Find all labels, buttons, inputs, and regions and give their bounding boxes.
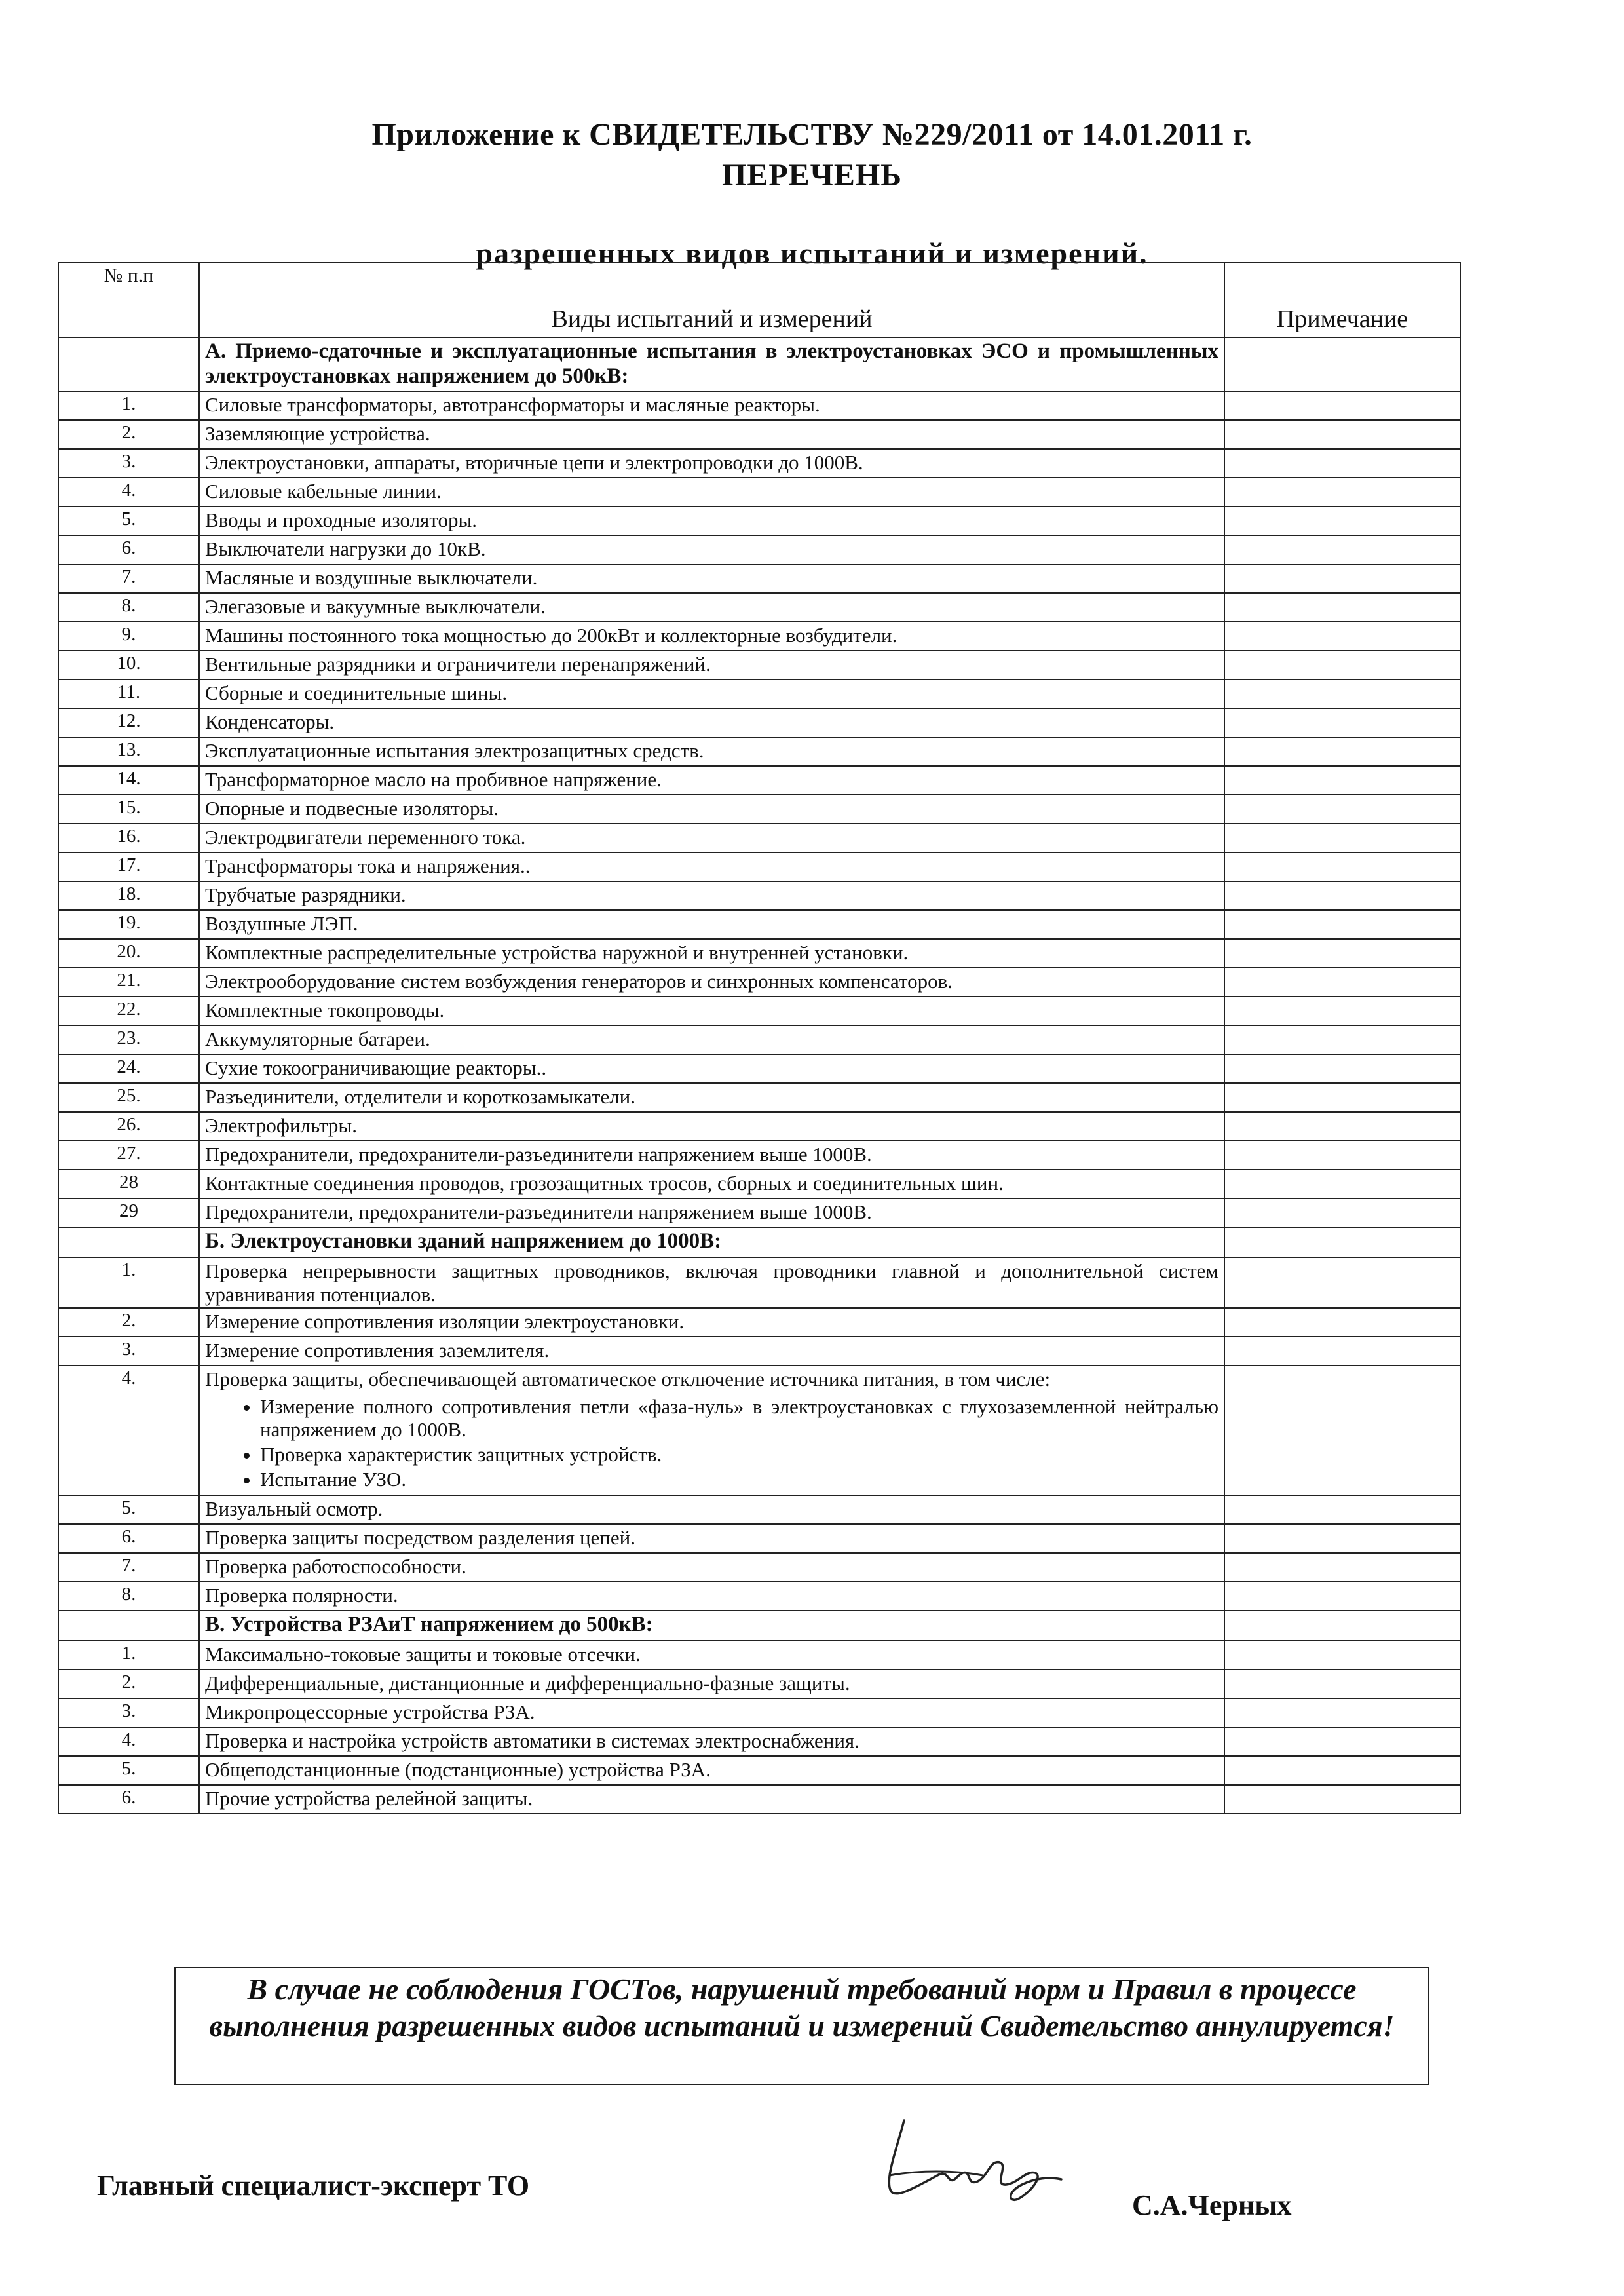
bullet-list <box>205 1395 1218 1491</box>
table-row <box>58 1141 1460 1170</box>
row-text: Предохранители, предохранители-разъединители напряжением выше 1000В. <box>199 1198 1224 1227</box>
table-row <box>58 1025 1460 1054</box>
column-header-number: № п.п <box>58 263 199 337</box>
row-number: 5. <box>58 507 199 535</box>
row-text: Максимально-токовые защиты и токовые отсечки. <box>199 1641 1224 1670</box>
row-text: Аккумуляторные батареи. <box>199 1025 1224 1054</box>
row-note <box>1224 939 1460 968</box>
row-text: Разъединители, отделители и короткозамыкатели. <box>199 1083 1224 1112</box>
row-note <box>1224 1308 1460 1337</box>
table-row <box>58 535 1460 564</box>
row-note <box>1224 824 1460 852</box>
row-text: Проверка и настройка устройств автоматики в системах электроснабжения. <box>199 1727 1224 1756</box>
row-number: 2. <box>58 420 199 449</box>
section-b-title: Б. Электроустановки зданий напряжением до 1000В: <box>199 1227 1224 1257</box>
row-text: Конденсаторы. <box>199 708 1224 737</box>
signer-name: С.А.Черных <box>1132 2189 1292 2221</box>
row-text: Элегазовые и вакуумные выключатели. <box>199 593 1224 622</box>
row-text: Воздушные ЛЭП. <box>199 910 1224 939</box>
table-row <box>58 910 1460 939</box>
row-note <box>1224 1170 1460 1198</box>
row-text: Электродвигатели переменного тока. <box>199 824 1224 852</box>
table-row <box>58 1670 1460 1698</box>
row-text: Опорные и подвесные изоляторы. <box>199 795 1224 824</box>
row-number: 8. <box>58 1582 199 1611</box>
table-row <box>58 1366 1460 1495</box>
row-number: 18. <box>58 881 199 910</box>
row-text: Предохранители, предохранители-разъединители напряжением выше 1000В. <box>199 1141 1224 1170</box>
row-number: 10. <box>58 651 199 679</box>
row-text: Трубчатые разрядники. <box>199 881 1224 910</box>
row-note <box>1224 1670 1460 1698</box>
row-note <box>1224 564 1460 593</box>
table-row <box>58 795 1460 824</box>
row-text: Электрофильтры. <box>199 1112 1224 1141</box>
row-note <box>1224 1025 1460 1054</box>
row-note <box>1224 1054 1460 1083</box>
row-text: Сухие токоограничивающие реакторы.. <box>199 1054 1224 1083</box>
table-row <box>58 766 1460 795</box>
table-row <box>58 1495 1460 1524</box>
table-row <box>58 1308 1460 1337</box>
row-note <box>1224 391 1460 420</box>
row-note <box>1224 795 1460 824</box>
row-number: 19. <box>58 910 199 939</box>
bullet-item: • Проверка характеристик защитных устройств. <box>260 1443 1218 1466</box>
table-row <box>58 852 1460 881</box>
row-note <box>1224 997 1460 1025</box>
table-row <box>58 1756 1460 1785</box>
row-number: 27. <box>58 1141 199 1170</box>
table-row <box>58 1641 1460 1670</box>
row-number: 6. <box>58 1785 199 1814</box>
row-note <box>1224 881 1460 910</box>
section-c-title: В. Устройства РЗАиТ напряжением до 500кВ: <box>199 1611 1224 1641</box>
row-text: Проверка работоспособности. <box>199 1553 1224 1582</box>
row-number: 14. <box>58 766 199 795</box>
table-row <box>58 939 1460 968</box>
table-row <box>58 737 1460 766</box>
row-text: Комплектные токопроводы. <box>199 997 1224 1025</box>
row-text: Измерение сопротивления заземлителя. <box>199 1337 1224 1366</box>
row-text: Трансформаторы тока и напряжения.. <box>199 852 1224 881</box>
row-text: Силовые кабельные линии. <box>199 478 1224 507</box>
row-text: Силовые трансформаторы, автотрансформаторы и масляные реакторы. <box>199 391 1224 420</box>
row-text: Дифференциальные, дистанционные и дифференциально-фазные защиты. <box>199 1670 1224 1698</box>
row-note <box>1224 910 1460 939</box>
row-note <box>1224 1553 1460 1582</box>
table-row <box>58 824 1460 852</box>
section-c-header-row <box>58 1611 1460 1641</box>
row-text: Сборные и соединительные шины. <box>199 679 1224 708</box>
table-row <box>58 651 1460 679</box>
row-text: Проверка защиты, обеспечивающей автоматическое отключение источника питания, в том числе: <box>205 1368 1051 1391</box>
row-note <box>1224 766 1460 795</box>
table-row <box>58 1083 1460 1112</box>
row-note <box>1224 852 1460 881</box>
row-note <box>1224 1198 1460 1227</box>
row-number: 13. <box>58 737 199 766</box>
row-note <box>1224 651 1460 679</box>
row-number: 4. <box>58 1727 199 1756</box>
row-text: Трансформаторное масло на пробивное напряжение. <box>199 766 1224 795</box>
row-number: 24. <box>58 1054 199 1083</box>
table-row <box>58 564 1460 593</box>
row-number: 1. <box>58 1641 199 1670</box>
table-row <box>58 1170 1460 1198</box>
tests-table <box>58 262 1461 1814</box>
table-row <box>58 1198 1460 1227</box>
row-note <box>1224 449 1460 478</box>
row-note <box>1224 737 1460 766</box>
row-text: Масляные и воздушные выключатели. <box>199 564 1224 593</box>
table-row <box>58 708 1460 737</box>
row-note <box>1224 1337 1460 1366</box>
row-text: Выключатели нагрузки до 10кВ. <box>199 535 1224 564</box>
table-row <box>58 593 1460 622</box>
row-number: 2. <box>58 1670 199 1698</box>
row-number: 5. <box>58 1756 199 1785</box>
table-row <box>58 622 1460 651</box>
row-text: Проверка защиты посредством разделения цепей. <box>199 1524 1224 1553</box>
table-row <box>58 1257 1460 1308</box>
row-number: 1. <box>58 1257 199 1308</box>
row-text: Электроустановки, аппараты, вторичные цепи и электропроводки до 1000В. <box>199 449 1224 478</box>
row-text: Проверка непрерывности защитных проводников, включая проводники главной и дополнительной систем уравнивания потенциалов. <box>199 1257 1224 1308</box>
table-row <box>58 1054 1460 1083</box>
row-number: 21. <box>58 968 199 997</box>
row-text: Измерение сопротивления изоляции электроустановки. <box>199 1308 1224 1337</box>
row-number: 5. <box>58 1495 199 1524</box>
section-b-header-row <box>58 1227 1460 1257</box>
row-number: 3. <box>58 449 199 478</box>
table-row <box>58 1553 1460 1582</box>
row-number: 7. <box>58 1553 199 1582</box>
row-note <box>1224 1366 1460 1495</box>
row-note <box>1224 1495 1460 1524</box>
table-row <box>58 881 1460 910</box>
bullet-item: • Испытание УЗО. <box>260 1468 1218 1491</box>
row-note <box>1224 679 1460 708</box>
table-row <box>58 1727 1460 1756</box>
row-note <box>1224 420 1460 449</box>
row-number: 4. <box>58 1366 199 1495</box>
table-row <box>58 1524 1460 1553</box>
row-number: 8. <box>58 593 199 622</box>
table-row <box>58 1112 1460 1141</box>
row-text: Микропроцессорные устройства РЗА. <box>199 1698 1224 1727</box>
table-row <box>58 420 1460 449</box>
row-note <box>1224 1582 1460 1611</box>
row-text: Машины постоянного тока мощностью до 200кВт и коллекторные возбудители. <box>199 622 1224 651</box>
row-text: Проверка полярности. <box>199 1582 1224 1611</box>
row-note <box>1224 1141 1460 1170</box>
row-note <box>1224 1524 1460 1553</box>
table-row <box>58 1582 1460 1611</box>
column-header-note: Примечание <box>1224 263 1460 337</box>
row-text: Эксплуатационные испытания электрозащитных средств. <box>199 737 1224 766</box>
row-note <box>1224 1641 1460 1670</box>
document-heading: Приложение к СВИДЕТЕЛЬСТВУ №229/2011 от 14.01.2011 г. <box>371 117 1253 152</box>
row-note <box>1224 1727 1460 1756</box>
section-a-title: А. Приемо-сдаточные и эксплуатационные испытания в электроустановках ЭСО и промышленных электроустановках напряжением до 500кВ: <box>199 337 1224 391</box>
row-number: 6. <box>58 535 199 564</box>
row-note <box>1224 1756 1460 1785</box>
section-a-header-row <box>58 337 1460 391</box>
row-number: 12. <box>58 708 199 737</box>
table-row <box>58 997 1460 1025</box>
table-row <box>58 968 1460 997</box>
row-number: 29 <box>58 1198 199 1227</box>
row-number: 6. <box>58 1524 199 1553</box>
row-number: 26. <box>58 1112 199 1141</box>
row-note <box>1224 1083 1460 1112</box>
table-row <box>58 1785 1460 1814</box>
row-note <box>1224 1785 1460 1814</box>
row-number: 25. <box>58 1083 199 1112</box>
table-row <box>58 507 1460 535</box>
row-number: 2. <box>58 1308 199 1337</box>
row-number: 20. <box>58 939 199 968</box>
row-number: 17. <box>58 852 199 881</box>
row-text: Электрооборудование систем возбуждения генераторов и синхронных компенсаторов. <box>199 968 1224 997</box>
row-note <box>1224 1698 1460 1727</box>
table-row <box>58 1337 1460 1366</box>
row-number: 23. <box>58 1025 199 1054</box>
row-note <box>1224 1257 1460 1308</box>
row-note <box>1224 535 1460 564</box>
row-text: Вводы и проходные изоляторы. <box>199 507 1224 535</box>
row-number: 1. <box>58 391 199 420</box>
row-number: 22. <box>58 997 199 1025</box>
annulment-notice: В случае не соблюдения ГОСТов, нарушений требований норм и Правил в процессе выполнения разрешенных видов испытаний и измерений Свидетельство аннулируется! <box>174 1967 1429 2085</box>
row-number: 16. <box>58 824 199 852</box>
document-title: ПЕРЕЧЕНЬ <box>722 158 902 193</box>
document-subtitle: разрешенных видов испытаний и измерений. <box>476 237 1148 270</box>
table-row <box>58 391 1460 420</box>
row-text: Визуальный осмотр. <box>199 1495 1224 1524</box>
signer-position: Главный специалист-эксперт ТО <box>97 2170 530 2202</box>
row-note <box>1224 708 1460 737</box>
row-text: Общеподстанционные (подстанционные) устройства РЗА. <box>199 1756 1224 1785</box>
row-text: Заземляющие устройства. <box>199 420 1224 449</box>
handwritten-signature <box>878 2107 1074 2206</box>
row-note <box>1224 593 1460 622</box>
row-text: Контактные соединения проводов, грозозащитных тросов, сборных и соединительных шин. <box>199 1170 1224 1198</box>
row-number: 7. <box>58 564 199 593</box>
row-text: Вентильные разрядники и ограничители перенапряжений. <box>199 651 1224 679</box>
row-number: 3. <box>58 1337 199 1366</box>
row-number: 15. <box>58 795 199 824</box>
row-number: 11. <box>58 679 199 708</box>
row-number: 9. <box>58 622 199 651</box>
row-note <box>1224 1112 1460 1141</box>
column-header-title: Виды испытаний и измерений <box>199 263 1224 337</box>
row-number: 28 <box>58 1170 199 1198</box>
row-number: 3. <box>58 1698 199 1727</box>
bullet-item: • Измерение полного сопротивления петли «фаза-нуль» в электроустановках с глухозаземленной нейтралью напряжением до 1000В. <box>260 1395 1218 1442</box>
row-note <box>1224 507 1460 535</box>
row-note <box>1224 968 1460 997</box>
table-row <box>58 679 1460 708</box>
table-row <box>58 1698 1460 1727</box>
row-number: 4. <box>58 478 199 507</box>
table-row <box>58 449 1460 478</box>
row-text: Прочие устройства релейной защиты. <box>199 1785 1224 1814</box>
row-note <box>1224 622 1460 651</box>
row-note <box>1224 478 1460 507</box>
row-text: Комплектные распределительные устройства наружной и внутренней установки. <box>199 939 1224 968</box>
table-header-row <box>58 263 1460 337</box>
table-row <box>58 478 1460 507</box>
